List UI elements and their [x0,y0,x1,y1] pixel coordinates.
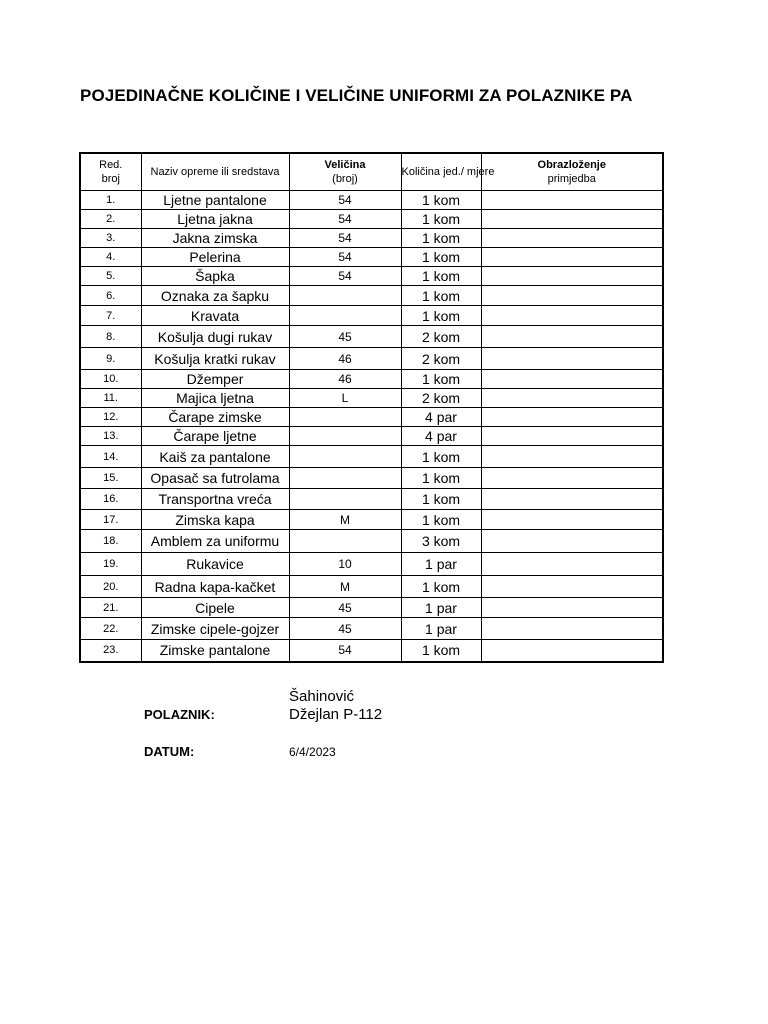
date-label: DATUM: [144,744,195,759]
table-row [80,530,663,553]
table-row [80,248,663,267]
header-num-line1: Red. [99,159,123,171]
table-row [80,267,663,286]
equipment-name: Majica ljetna [141,389,289,408]
size-value [289,427,401,446]
row-number: 4. [80,248,141,267]
row-number: 6. [80,286,141,306]
row-number: 1. [80,191,141,210]
note-cell [481,286,663,306]
table-row [80,553,663,576]
row-number: 3. [80,229,141,248]
table-row [80,427,663,446]
size-value [289,286,401,306]
note-cell [481,191,663,210]
quantity-value: 1 par [401,553,481,576]
table-row [80,229,663,248]
table-row [80,618,663,640]
size-value: 45 [289,598,401,618]
size-value: M [289,576,401,598]
size-value [289,446,401,468]
equipment-name: Cipele [141,598,289,618]
size-value: 54 [289,229,401,248]
note-cell [481,229,663,248]
equipment-name: Zimske cipele-gojzer [141,618,289,640]
row-number: 22. [80,618,141,640]
table-header-row [80,153,663,191]
row-number: 17. [80,510,141,530]
equipment-name: Amblem za uniformu [141,530,289,553]
quantity-value: 1 kom [401,576,481,598]
size-value [289,489,401,510]
equipment-name: Zimska kapa [141,510,289,530]
header-note-line1: Obrazloženje [537,159,606,171]
row-number: 9. [80,348,141,370]
equipment-name: Rukavice [141,553,289,576]
size-value: 10 [289,553,401,576]
equipment-name: Kaiš za pantalone [141,446,289,468]
note-cell [481,489,663,510]
table-row [80,210,663,229]
equipment-name: Transportna vreća [141,489,289,510]
quantity-value: 1 kom [401,370,481,389]
note-cell [481,267,663,286]
quantity-value: 2 kom [401,389,481,408]
note-cell [481,210,663,229]
quantity-value: 1 par [401,618,481,640]
quantity-value: 1 kom [401,468,481,489]
row-number: 18. [80,530,141,553]
header-size-line2: (broj) [332,173,358,185]
note-cell [481,248,663,267]
table-row [80,576,663,598]
table-row [80,389,663,408]
quantity-value: 1 kom [401,446,481,468]
note-cell [481,640,663,662]
table-row [80,370,663,389]
row-number: 16. [80,489,141,510]
size-value: 45 [289,326,401,348]
note-cell [481,348,663,370]
equipment-name: Zimske pantalone [141,640,289,662]
page-title: POJEDINAČNE KOLIČINE I VELIČINE UNIFORMI ZA POLAZNIKE PA [80,86,633,105]
size-value [289,530,401,553]
header-num-line2: broj [101,173,120,185]
equipment-name: Košulja kratki rukav [141,348,289,370]
row-number: 21. [80,598,141,618]
note-cell [481,446,663,468]
table-row [80,598,663,618]
equipment-name: Ljetne pantalone [141,191,289,210]
size-value: 54 [289,248,401,267]
table-row [80,510,663,530]
row-number: 5. [80,267,141,286]
table-row [80,446,663,468]
table-row [80,640,663,662]
quantity-value: 1 kom [401,510,481,530]
student-surname: Šahinović [289,688,355,705]
equipment-name: Oznaka za šapku [141,286,289,306]
quantity-value: 1 kom [401,267,481,286]
quantity-value: 1 kom [401,306,481,326]
equipment-name: Kravata [141,306,289,326]
quantity-value: 2 kom [401,348,481,370]
header-qty: Količina jed./ mjere [401,153,481,191]
note-cell [481,389,663,408]
quantity-value: 1 kom [401,248,481,267]
equipment-name: Ljetna jakna [141,210,289,229]
size-value: 54 [289,191,401,210]
note-cell [481,427,663,446]
size-value [289,468,401,489]
quantity-value: 1 kom [401,286,481,306]
header-note [481,153,663,191]
row-number: 19. [80,553,141,576]
row-number: 8. [80,326,141,348]
row-number: 14. [80,446,141,468]
note-cell [481,530,663,553]
equipment-name: Košulja dugi rukav [141,326,289,348]
row-number: 15. [80,468,141,489]
quantity-value: 1 kom [401,229,481,248]
header-size [289,153,401,191]
header-note-line2: primjedba [547,173,596,185]
row-number: 7. [80,306,141,326]
row-number: 13. [80,427,141,446]
size-value: 46 [289,370,401,389]
header-name: Naziv opreme ili sredstava [141,153,289,191]
table-row [80,348,663,370]
quantity-value: 1 kom [401,191,481,210]
quantity-value: 4 par [401,408,481,427]
size-value: 45 [289,618,401,640]
size-value: 54 [289,210,401,229]
row-number: 2. [80,210,141,229]
quantity-value: 1 par [401,598,481,618]
size-value [289,306,401,326]
student-name: Džejlan P-112 [289,706,383,723]
table-row [80,408,663,427]
row-number: 20. [80,576,141,598]
row-number: 11. [80,389,141,408]
note-cell [481,510,663,530]
note-cell [481,598,663,618]
table-row [80,326,663,348]
equipment-name: Čarape ljetne [141,427,289,446]
size-value: 54 [289,640,401,662]
table-row [80,468,663,489]
date-value: 6/4/2023 [289,745,336,759]
table-body [80,191,663,662]
equipment-name: Pelerina [141,248,289,267]
equipment-name: Šapka [141,267,289,286]
student-label: POLAZNIK: [144,707,215,722]
note-cell [481,553,663,576]
equipment-name: Džemper [141,370,289,389]
size-value: L [289,389,401,408]
equipment-name: Jakna zimska [141,229,289,248]
quantity-value: 4 par [401,427,481,446]
size-value: 54 [289,267,401,286]
note-cell [481,618,663,640]
table-row [80,489,663,510]
row-number: 12. [80,408,141,427]
equipment-name: Čarape zimske [141,408,289,427]
size-value [289,408,401,427]
note-cell [481,306,663,326]
equipment-name: Radna kapa-kačket [141,576,289,598]
size-value: M [289,510,401,530]
table-row [80,286,663,306]
quantity-value: 1 kom [401,210,481,229]
note-cell [481,408,663,427]
header-size-line1: Veličina [324,159,366,171]
table-row [80,306,663,326]
quantity-value: 1 kom [401,640,481,662]
table-row [80,191,663,210]
header-num [80,153,141,191]
note-cell [481,326,663,348]
quantity-value: 3 kom [401,530,481,553]
size-value: 46 [289,348,401,370]
note-cell [481,576,663,598]
row-number: 10. [80,370,141,389]
note-cell [481,468,663,489]
equipment-name: Opasač sa futrolama [141,468,289,489]
quantity-value: 1 kom [401,489,481,510]
note-cell [481,370,663,389]
uniform-table [79,152,664,663]
row-number: 23. [80,640,141,662]
quantity-value: 2 kom [401,326,481,348]
